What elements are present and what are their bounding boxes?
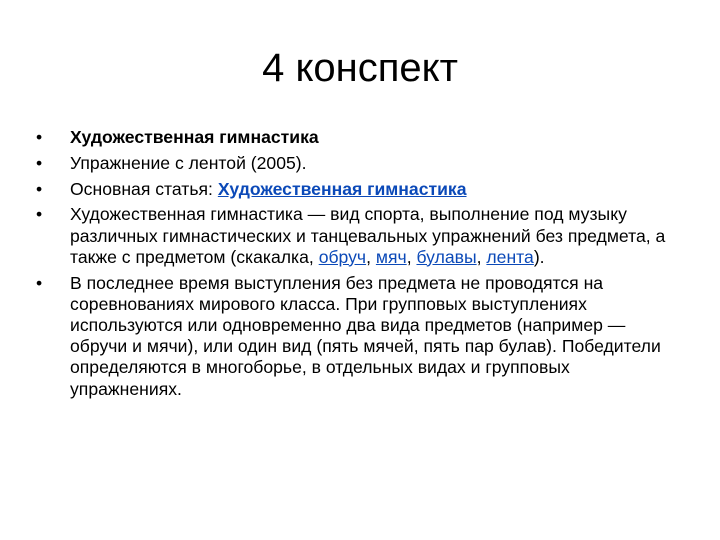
list-item	[36, 153, 686, 174]
separator: ,	[476, 246, 487, 267]
bullet-list	[36, 127, 686, 404]
list-item	[36, 204, 686, 268]
list-item	[36, 127, 686, 148]
separator: ,	[406, 246, 417, 267]
list-item	[36, 179, 686, 200]
link-ball[interactable]: мяч	[375, 246, 407, 267]
link-ribbon[interactable]: лента	[486, 246, 534, 267]
item-suffix: ).	[533, 246, 545, 267]
bullet-marker: •	[36, 178, 43, 199]
slide-title: 4 конспект	[262, 46, 458, 90]
separator: ,	[366, 246, 376, 267]
list-item	[36, 273, 686, 400]
bullet-marker: •	[36, 204, 43, 225]
item-heading: Художественная гимнастика	[70, 127, 319, 147]
bullet-marker: •	[36, 127, 43, 147]
item-text: Художественная гимнастика — вид спорта, выполнение под музыку различных гимнастических и танцевальных упражнений без предмета, а также с предметом (скакалка,	[70, 204, 666, 267]
bullet-marker: •	[36, 272, 43, 293]
bullet-marker: •	[36, 152, 43, 173]
main-article-link[interactable]: Художественная гимнастика	[217, 178, 467, 199]
link-hoop[interactable]: обруч	[318, 246, 367, 267]
item-prefix: Основная статья:	[70, 178, 218, 199]
link-clubs[interactable]: булавы	[416, 246, 477, 267]
item-text: Упражнение с лентой (2005).	[70, 152, 307, 173]
item-text: В последнее время выступления без предмета не проводятся на соревнованиях мирового класса. При групповых выступлениях используются или одновременно два вида предметов (например — обручи и мячи), или один вид (пять мячей, пять пар булав). Победители определяются в многоборье, в отдельных видах и групповых упражнениях.	[70, 272, 661, 399]
